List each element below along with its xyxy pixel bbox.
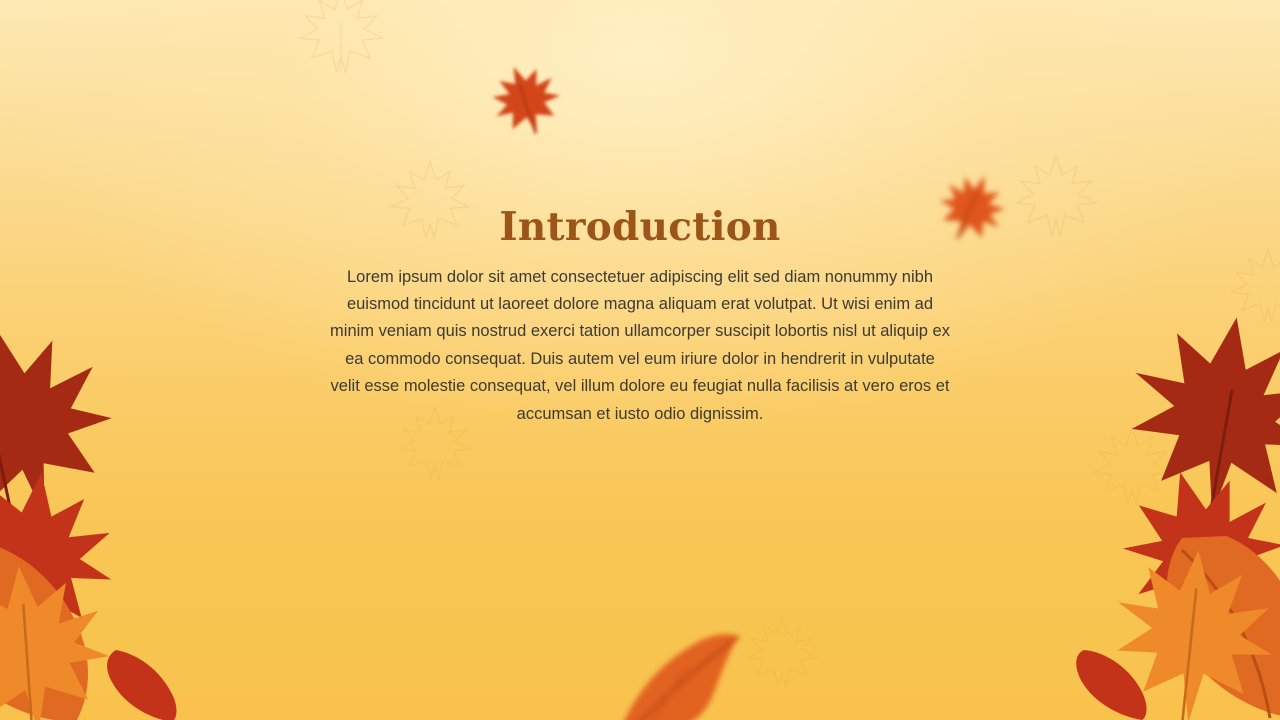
leaf-cluster-right xyxy=(1040,300,1280,720)
leaf-cluster-left xyxy=(0,318,250,720)
floating-leaf-bottom-center xyxy=(593,626,758,720)
body-paragraph: Lorem ipsum dolor sit amet consectetuer adipiscing elit sed diam nonummy nibh euismod tincidunt ut laoreet dolore magna aliquam erat volutpat. Ut wisi enim ad minim veniam quis nostrud exerci tation ullamcorper suscipit lobortis nisl ut aliquip ex ea commodo consequat. Duis autem vel eum iriure dolor in hendrerit in vulputate velit esse molestie consequat, vel illum dolore eu feugiat nulla facilisis at vero eros et accumsan et iusto odio dignissim. xyxy=(330,267,950,423)
page-title: Introduction xyxy=(499,204,781,250)
floating-leaf-upper-left xyxy=(475,50,575,153)
watermark-leaf-right xyxy=(1228,246,1280,326)
watermark-leaf-bottom-right xyxy=(1090,424,1174,508)
watermark-leaf-bottom-center xyxy=(744,614,820,690)
watermark-leaf-top-right xyxy=(1012,152,1100,240)
watermark-leaf-top-center xyxy=(296,0,386,76)
slide-content xyxy=(330,206,950,428)
